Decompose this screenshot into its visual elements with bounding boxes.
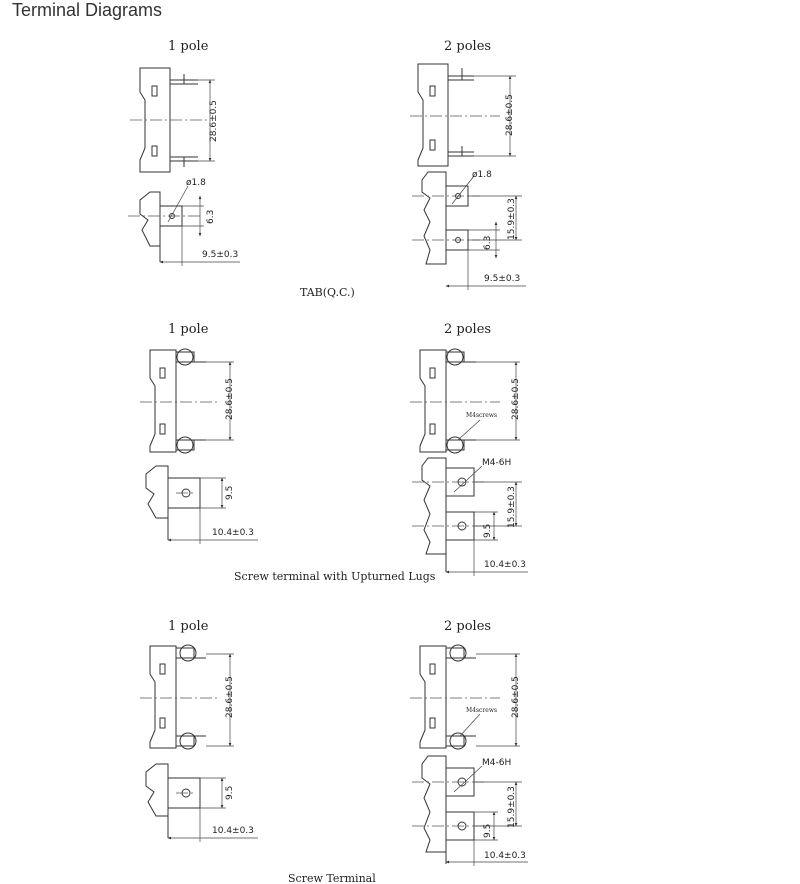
- dim-lugs-1pole-width: 10.4±0.3: [212, 528, 254, 538]
- tab-2poles-top-view: [410, 64, 516, 166]
- dim-tab-1pole-tab: 6.3: [206, 209, 216, 224]
- heading-1-pole: 1 pole: [168, 322, 209, 337]
- dim-lugs-1pole-height: 28.6±0.5: [225, 378, 235, 420]
- label-screw-m4-6h: M4-6H: [482, 758, 512, 768]
- screw-2poles-side-view: [412, 756, 528, 866]
- section-screw-terminal: [140, 619, 528, 884]
- lugs-1pole-top-view: [140, 349, 235, 453]
- dim-tab-2poles-hole: ø1.8: [472, 170, 492, 180]
- dim-lugs-1pole-lug: 9.5: [225, 485, 235, 500]
- dim-lugs-2poles-height: 28.6±0.5: [511, 378, 521, 420]
- lugs-1pole-side-view: [146, 466, 258, 544]
- heading-1-pole: 1 pole: [168, 619, 209, 634]
- dim-screw-2poles-lug: 9.5: [483, 823, 493, 838]
- lugs-2poles-top-view: [410, 349, 521, 453]
- dim-screw-2poles-width: 10.4±0.3: [484, 851, 526, 861]
- label-lugs-m4screws: M4screws: [466, 412, 498, 419]
- heading-1-pole: 1 pole: [168, 39, 209, 54]
- caption-tab-qc: TAB(Q.C.): [300, 286, 355, 299]
- dim-screw-2poles-height: 28.6±0.5: [511, 676, 521, 718]
- dim-lugs-2poles-lug: 9.5: [483, 523, 493, 538]
- heading-2-poles: 2 poles: [444, 39, 492, 54]
- label-screw-m4screws: M4screws: [466, 707, 498, 714]
- dim-tab-2poles-height: 28.6±0.5: [505, 94, 515, 136]
- screw-1pole-top-view: [140, 645, 235, 749]
- caption-upturned-lugs: Screw terminal with Upturned Lugs: [234, 570, 436, 583]
- lugs-2poles-side-view: [412, 458, 528, 576]
- heading-2-poles: 2 poles: [444, 619, 492, 634]
- screw-2poles-top-view: [410, 645, 521, 749]
- dim-screw-2poles-pitch: 15.9±0.3: [507, 786, 517, 828]
- dim-tab-1pole-height: 28.6±0.5: [209, 100, 219, 142]
- dim-screw-1pole-height: 28.6±0.5: [225, 676, 235, 718]
- dim-tab-1pole-hole: ø1.8: [186, 178, 206, 188]
- dim-tab-2poles-tab: 6.3: [483, 235, 493, 250]
- dim-tab-1pole-width: 9.5±0.3: [202, 250, 239, 260]
- section-screw-upturned-lugs: [140, 322, 528, 583]
- screw-1pole-side-view: [146, 764, 258, 842]
- caption-screw-terminal: Screw Terminal: [288, 872, 376, 884]
- dim-lugs-2poles-pitch: 15.9±0.3: [507, 486, 517, 528]
- dim-tab-2poles-width: 9.5±0.3: [484, 274, 521, 284]
- dim-tab-2poles-pitch: 15.9±0.3: [507, 198, 517, 240]
- page-title: Terminal Diagrams: [12, 0, 163, 20]
- tab-2poles-side-view: [412, 170, 526, 290]
- section-tab-qc: [128, 39, 526, 299]
- tab-1pole-side-view: [128, 178, 240, 266]
- label-lugs-m4-6h: M4-6H: [482, 458, 512, 468]
- dim-lugs-2poles-width: 10.4±0.3: [484, 560, 526, 570]
- dim-screw-1pole-lug: 9.5: [225, 785, 235, 800]
- heading-2-poles: 2 poles: [444, 322, 492, 337]
- dim-screw-1pole-width: 10.4±0.3: [212, 826, 254, 836]
- tab-1pole-top-view: [130, 68, 219, 172]
